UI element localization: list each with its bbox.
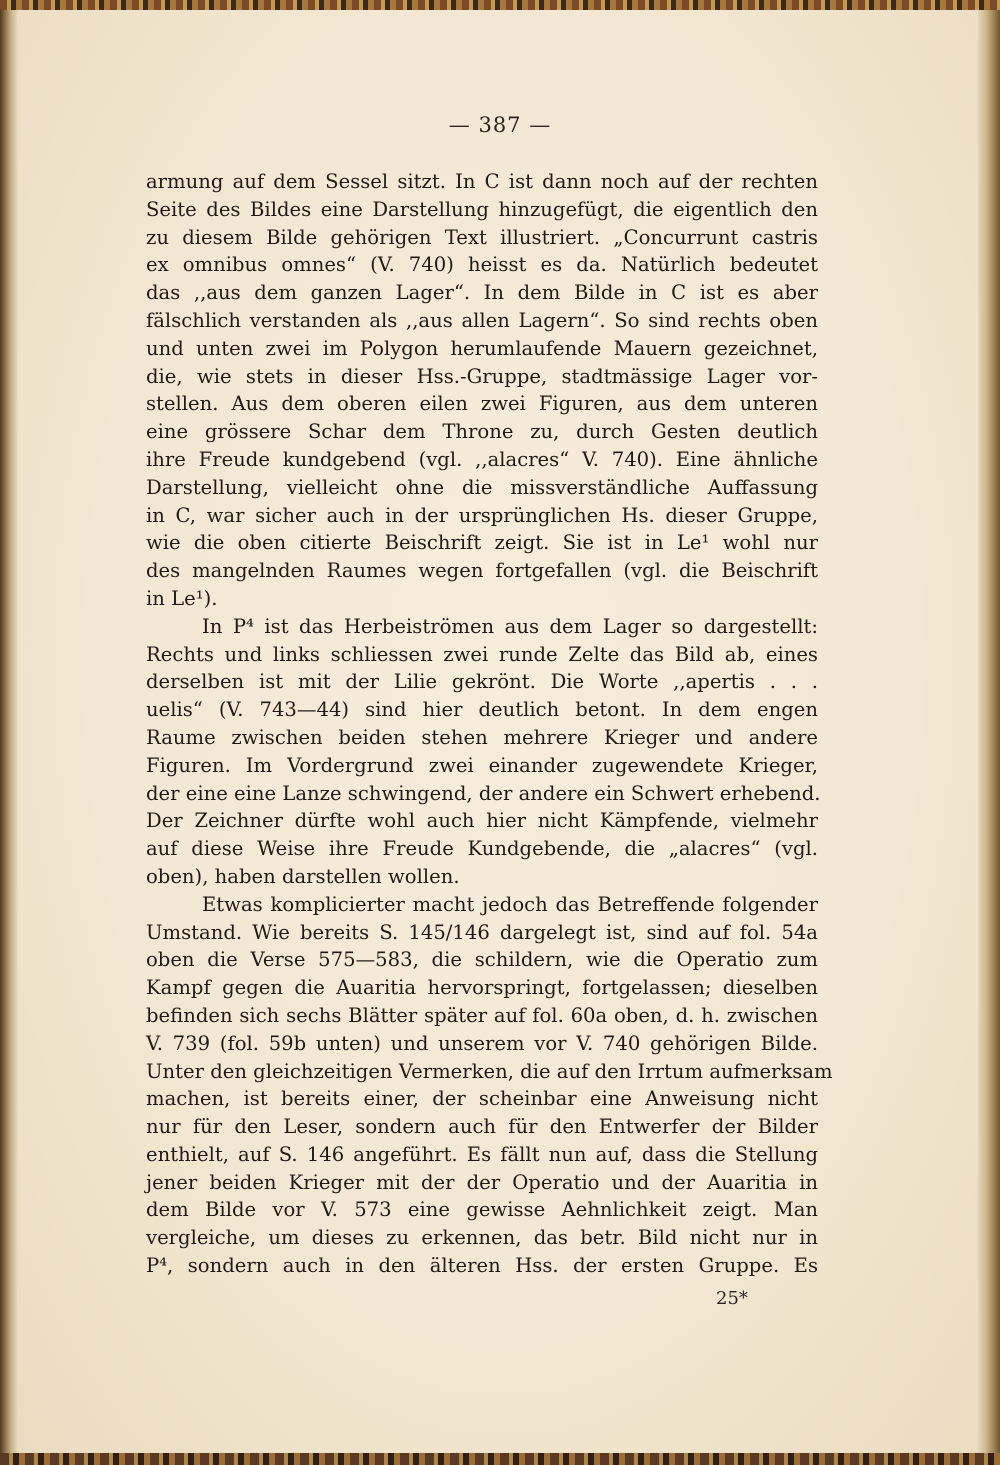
book-edge-bottom (0, 1453, 1000, 1465)
text-line: des mangelnden Raumes wegen fortgefallen (vgl. die Beischrift (146, 559, 818, 583)
text-line: fälschlich verstanden als ,,aus allen Lagern“. So sind rechts oben (146, 308, 818, 332)
text-line: eine grössere Schar dem Throne zu, durch Gesten deutlich (146, 420, 818, 444)
text-line: und unten zwei im Polygon herumlaufende Mauern gezeichnet, (146, 336, 818, 360)
text-line: Etwas komplicierter macht jedoch das Betreffende folgender (202, 892, 818, 916)
text-line: Rechts und links schliessen zwei runde Zelte das Bild ab, eines (146, 642, 818, 666)
text-line: jener beiden Krieger mit der der Operatio und der Auaritia in (146, 1170, 818, 1194)
text-line: Figuren. Im Vordergrund zwei einander zugewendete Krieger, (146, 753, 818, 777)
text-line: nur für den Leser, sondern auch für den Entwerfer der Bilder (146, 1115, 818, 1139)
text-line: befinden sich sechs Blätter später auf fol. 60a oben, d. h. zwischen (146, 1003, 818, 1027)
text-line: Unter den gleichzeitigen Vermerken, die auf den Irrtum aufmerksam (146, 1059, 833, 1083)
text-line: auf diese Weise ihre Freude Kundgebende, die „alacres“ (vgl. (146, 837, 818, 861)
text-line: das ,,aus dem ganzen Lager“. In dem Bilde in C ist es aber (146, 281, 818, 305)
text-line: der eine eine Lanze schwingend, der andere ein Schwert erhebend. (146, 781, 821, 805)
text-line: machen, ist bereits einer, der scheinbar eine Anweisung nicht (146, 1087, 818, 1111)
book-edge-top (0, 0, 1000, 10)
text-line: Kampf gegen die Auaritia hervorspringt, fortgelassen; dieselben (146, 976, 818, 1000)
text-line: oben), haben darstellen wollen. (146, 864, 460, 888)
text-line: V. 739 (fol. 59b unten) und unserem vor V. 740 gehörigen Bilde. (146, 1031, 818, 1055)
text-line: in Le¹). (146, 586, 218, 610)
text-line: vergleiche, um dieses zu erkennen, das betr. Bild nicht nur in (146, 1226, 818, 1250)
text-line: wie die oben citierte Beischrift zeigt. Sie ist in Le¹ wohl nur (146, 531, 818, 555)
signature-mark: 25* (716, 1288, 748, 1309)
text-line: dem Bilde vor V. 573 eine gewisse Aehnlichkeit zeigt. Man (146, 1198, 818, 1222)
text-line: P⁴, sondern auch in den älteren Hss. der ersten Gruppe. Es (146, 1254, 818, 1278)
text-line: in C, war sicher auch in der ursprünglichen Hs. dieser Gruppe, (146, 503, 818, 527)
text-line: zu diesem Bilde gehörigen Text illustriert. „Concurrunt castris (146, 225, 818, 249)
book-edge-right (978, 10, 1000, 1453)
text-line: Seite des Bildes eine Darstellung hinzugefügt, die eigentlich den (146, 197, 818, 221)
text-line: uelis“ (V. 743—44) sind hier deutlich betont. In dem engen (146, 698, 818, 722)
text-line: ex omnibus omnes“ (V. 740) heisst es da. Natürlich bedeutet (146, 253, 818, 277)
text-line: Raume zwischen beiden stehen mehrere Krieger und andere (146, 725, 818, 749)
page-number: — 387 — (448, 113, 552, 137)
book-gutter-left (0, 10, 18, 1453)
text-line: Der Zeichner dürfte wohl auch hier nicht Kämpfende, vielmehr (146, 809, 818, 833)
text-line: die, wie stets in dieser Hss.-Gruppe, stadtmässige Lager vor- (146, 364, 818, 388)
text-line: enthielt, auf S. 146 angeführt. Es fällt nun auf, dass die Stellung (146, 1142, 818, 1166)
text-line: oben die Verse 575—583, die schildern, wie die Operatio zum (146, 948, 818, 972)
body-text (146, 168, 833, 1280)
text-line: Darstellung, vielleicht ohne die missverständliche Auffassung (146, 475, 818, 499)
text-line: armung auf dem Sessel sitzt. In C ist dann noch auf der rechten (146, 170, 818, 193)
text-line: ihre Freude kundgebend (vgl. ,,alacres“ V. 740). Eine ähnliche (146, 447, 818, 471)
text-line: derselben ist mit der Lilie gekrönt. Die Worte ,,apertis . . . (146, 670, 818, 694)
text-line: Umstand. Wie bereits S. 145/146 dargelegt ist, sind auf fol. 54a (146, 920, 818, 944)
text-line: In P⁴ ist das Herbeiströmen aus dem Lager so dargestellt: (202, 614, 818, 638)
text-line: stellen. Aus dem oberen eilen zwei Figuren, aus dem unteren (146, 392, 818, 416)
